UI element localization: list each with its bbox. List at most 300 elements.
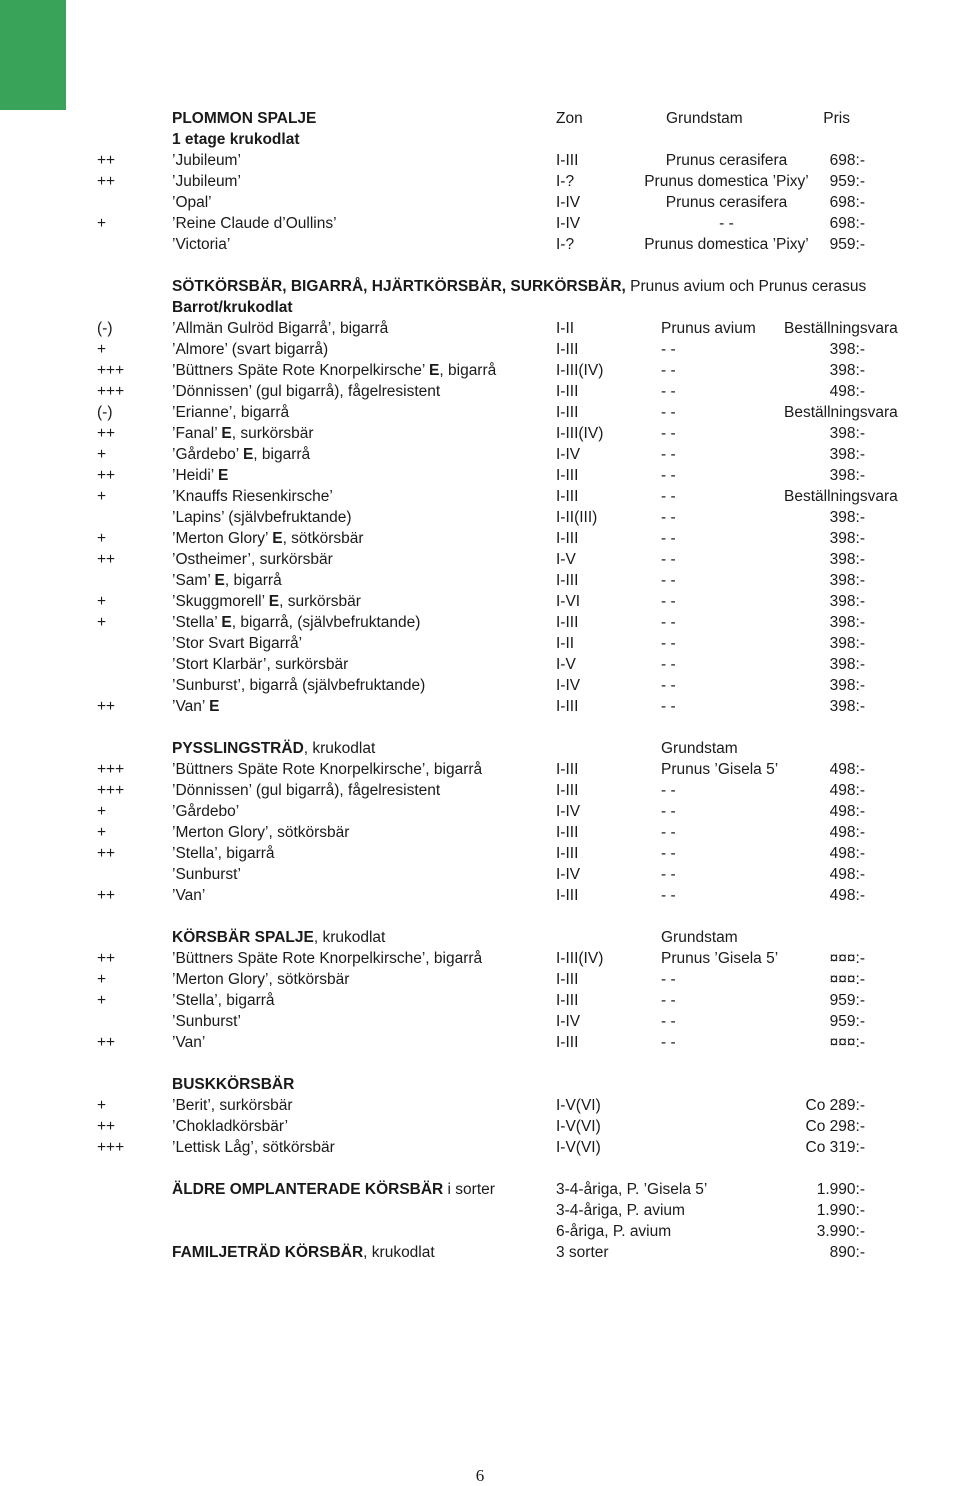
- variety-name-text: ’Stella’, bigarrå: [172, 992, 275, 1009]
- table-row: [0, 402, 960, 423]
- variety-name: [172, 780, 440, 801]
- column-rootstock: Grundstam: [666, 110, 743, 127]
- variety-name-suffix: , bigarrå: [439, 362, 497, 379]
- zone: I-III: [556, 152, 579, 169]
- e-mark: E: [268, 593, 280, 610]
- price: 959:-: [829, 173, 865, 190]
- variety-name-text: ’Merton Glory’, sötkörsbär: [172, 824, 350, 841]
- zone: I-V(VI): [556, 1118, 601, 1135]
- hardiness-mark: ++: [97, 887, 116, 904]
- variety-name: [172, 822, 349, 843]
- variety-name: [172, 423, 314, 444]
- price: 398:-: [829, 656, 865, 673]
- zone: I-III: [556, 341, 579, 358]
- hardiness-mark: +++: [97, 362, 125, 379]
- korsbar-spalje-header: [0, 927, 960, 948]
- price: 1.990:-: [816, 1181, 865, 1198]
- aldre-row-2: [0, 1200, 960, 1221]
- variety-count: 3 sorter: [556, 1244, 609, 1261]
- zone: I-IV: [556, 446, 581, 463]
- rootstock: - -: [719, 215, 734, 232]
- variety-name-text: ’Fanal’: [172, 425, 218, 442]
- variety-name-text: ’Gårdebo’: [172, 446, 239, 463]
- variety-name-text: ’Dönnissen’ (gul bigarrå), fågelresistent: [172, 383, 441, 400]
- variety-name-suffix: , bigarrå: [224, 572, 282, 589]
- age-rootstock: 3-4-åriga, P. avium: [556, 1202, 685, 1219]
- spacer: [0, 906, 960, 927]
- zone: I-III: [556, 887, 579, 904]
- e-mark: E: [221, 425, 232, 442]
- variety-name: [172, 633, 302, 654]
- variety-name-text: ’Van’: [172, 1034, 206, 1051]
- spacer: [0, 717, 960, 738]
- hardiness-mark: +++: [97, 782, 125, 799]
- table-row: [0, 696, 960, 717]
- variety-name-text: ’Berit’, surkörsbär: [172, 1097, 293, 1114]
- zone: I-III: [556, 572, 579, 589]
- table-row: [0, 1116, 960, 1137]
- e-mark: E: [429, 362, 440, 379]
- column-rootstock: Grundstam: [661, 740, 738, 757]
- price: 398:-: [829, 635, 865, 652]
- variety-name: [172, 570, 282, 591]
- price: 398:-: [829, 677, 865, 694]
- zone: I-III(IV): [556, 362, 604, 379]
- table-row: [0, 801, 960, 822]
- price: 498:-: [829, 761, 865, 778]
- rootstock: - -: [661, 425, 676, 442]
- variety-name: [172, 465, 228, 486]
- price: 498:-: [829, 824, 865, 841]
- variety-name: ’Jubileum’: [172, 152, 241, 169]
- section-title-bold: SÖTKÖRSBÄR, BIGARRÅ, HJÄRTKÖRSBÄR, SURKÖRSBÄR,: [172, 278, 626, 295]
- table-row: [0, 822, 960, 843]
- table-row: [0, 171, 960, 192]
- price: 398:-: [829, 509, 865, 526]
- hardiness-mark: ++: [97, 698, 116, 715]
- hardiness-mark: ++: [97, 152, 116, 169]
- rootstock: - -: [661, 614, 676, 631]
- buskkorsbar-header: [0, 1074, 960, 1095]
- price: Co 289:-: [805, 1097, 865, 1114]
- variety-name-text: ’Knauffs Riesenkirsche’: [172, 488, 333, 505]
- zone: I-IV: [556, 866, 581, 883]
- section-title: BUSKKÖRSBÄR: [172, 1076, 295, 1093]
- aldre-row-3: [0, 1221, 960, 1242]
- table-row: [0, 1011, 960, 1032]
- variety-name-text: ’Merton Glory’: [172, 530, 268, 547]
- table-row: [0, 150, 960, 171]
- variety-name-text: ’Van’: [172, 887, 206, 904]
- rootstock: - -: [661, 488, 676, 505]
- rootstock: Prunus domestica ’Pixy’: [644, 173, 809, 190]
- korsbar-spalje-rows: [0, 948, 960, 1053]
- hardiness-mark: ++: [97, 1034, 116, 1051]
- variety-name: [172, 885, 205, 906]
- price: 498:-: [829, 782, 865, 799]
- hardiness-mark: ++: [97, 425, 116, 442]
- variety-name-text: ’Heidi’: [172, 467, 214, 484]
- section-title-bold: KÖRSBÄR SPALJE: [172, 929, 314, 946]
- sotkorsbar-rows: [0, 318, 960, 717]
- pysslingstrad-rows: [0, 759, 960, 906]
- price: 3.990:-: [816, 1223, 865, 1240]
- variety-name: [172, 360, 496, 381]
- plommon-rows: [0, 150, 960, 255]
- zone: I-?: [556, 236, 575, 253]
- table-row: [0, 444, 960, 465]
- rootstock: Prunus ’Gisela 5’: [661, 950, 779, 967]
- variety-name-text: ’Ostheimer’, surkörsbär: [172, 551, 333, 568]
- price: ¤¤¤:-: [829, 971, 865, 988]
- variety-name-suffix: , bigarrå, (självbefruktande): [231, 614, 421, 631]
- section-title: [172, 1179, 495, 1200]
- zone: I-V(VI): [556, 1097, 601, 1114]
- price: 398:-: [829, 425, 865, 442]
- column-rootstock: Grundstam: [661, 929, 738, 946]
- variety-name: [172, 1095, 293, 1116]
- zone: I-II: [556, 635, 575, 652]
- variety-name-text: ’Sunburst’, bigarrå (självbefruktande): [172, 677, 426, 694]
- section-title-extra: , krukodlat: [303, 740, 376, 757]
- price: 398:-: [829, 362, 865, 379]
- price: 698:-: [829, 194, 865, 211]
- price: 398:-: [829, 572, 865, 589]
- zone: I-III: [556, 971, 579, 988]
- variety-name: [172, 444, 310, 465]
- zone: I-III: [556, 992, 579, 1009]
- rootstock: - -: [661, 824, 676, 841]
- table-row: [0, 591, 960, 612]
- table-row: [0, 612, 960, 633]
- rootstock: - -: [661, 635, 676, 652]
- price: 498:-: [829, 803, 865, 820]
- zone: I-IV: [556, 1013, 581, 1030]
- rootstock: Prunus domestica ’Pixy’: [644, 236, 809, 253]
- price: 398:-: [829, 341, 865, 358]
- hardiness-mark: +: [97, 1097, 107, 1114]
- table-row: [0, 780, 960, 801]
- variety-name: ’Reine Claude d’Oullins’: [172, 215, 337, 232]
- section-title-bold: PYSSLINGSTRÄD: [172, 740, 304, 757]
- rootstock: - -: [661, 866, 676, 883]
- variety-name: [172, 381, 440, 402]
- variety-name: [172, 969, 349, 990]
- variety-name-text: ’Gårdebo’: [172, 803, 240, 820]
- table-row: [0, 948, 960, 969]
- variety-name-text: ’Chokladkörsbär’: [172, 1118, 289, 1135]
- variety-name: [172, 339, 328, 360]
- hardiness-mark: +: [97, 971, 107, 988]
- table-row: [0, 990, 960, 1011]
- hardiness-mark: +: [97, 803, 107, 820]
- page-number: 6: [475, 1466, 485, 1485]
- price: 698:-: [829, 152, 865, 169]
- zone: I-III: [556, 761, 579, 778]
- variety-name: [172, 591, 361, 612]
- hardiness-mark: ++: [97, 551, 116, 568]
- table-row: [0, 759, 960, 780]
- price: Co 298:-: [805, 1118, 865, 1135]
- rootstock: - -: [661, 509, 676, 526]
- zone: I-V: [556, 656, 576, 673]
- rootstock: - -: [661, 803, 676, 820]
- zone: I-V: [556, 551, 576, 568]
- hardiness-mark: ++: [97, 1118, 116, 1135]
- aldre-row-1: [0, 1179, 960, 1200]
- price: 959:-: [829, 236, 865, 253]
- table-row: [0, 969, 960, 990]
- variety-name: ’Opal’: [172, 194, 212, 211]
- price: ¤¤¤:-: [829, 1034, 865, 1051]
- variety-name: [172, 990, 275, 1011]
- variety-name-text: ’Stor Svart Bigarrå’: [172, 635, 303, 652]
- hardiness-mark: +++: [97, 1139, 125, 1156]
- rootstock: - -: [661, 404, 676, 421]
- variety-name: ’Victoria’: [172, 236, 231, 253]
- variety-name: [172, 1137, 335, 1158]
- zone: I-III: [556, 530, 579, 547]
- buskkorsbar-rows: [0, 1095, 960, 1158]
- zone: I-IV: [556, 194, 581, 211]
- variety-name: [172, 402, 289, 423]
- e-mark: E: [214, 572, 225, 589]
- section-title-extra: , krukodlat: [313, 929, 386, 946]
- variety-name-text: ’Stella’, bigarrå: [172, 845, 275, 862]
- zone: I-IV: [556, 803, 581, 820]
- variety-name-suffix: , sötkörsbär: [282, 530, 364, 547]
- spacer: [0, 1053, 960, 1074]
- section-title-extra: i sorter: [443, 1181, 495, 1198]
- rootstock: - -: [661, 341, 676, 358]
- e-mark: E: [242, 446, 254, 463]
- price: Beställningsvara: [784, 488, 898, 505]
- variety-name-text: ’Lettisk Låg’, sötkörsbär: [172, 1139, 335, 1156]
- price: 498:-: [829, 887, 865, 904]
- spacer: [0, 255, 960, 276]
- spacer: [0, 1158, 960, 1179]
- column-price: Pris: [823, 110, 850, 127]
- variety-name: [172, 675, 425, 696]
- variety-name-text: ’Merton Glory’, sötkörsbär: [172, 971, 350, 988]
- price: 398:-: [829, 551, 865, 568]
- rootstock: - -: [661, 845, 676, 862]
- variety-name-text: ’Sunburst’: [172, 1013, 241, 1030]
- zone: I-III: [556, 467, 579, 484]
- zone: I-III: [556, 698, 579, 715]
- hardiness-mark: +: [97, 488, 107, 505]
- table-row: [0, 675, 960, 696]
- rootstock: Prunus avium: [661, 320, 756, 337]
- table-row: [0, 633, 960, 654]
- price: 398:-: [829, 614, 865, 631]
- table-row: [0, 864, 960, 885]
- rootstock: - -: [661, 446, 676, 463]
- rootstock: - -: [661, 677, 676, 694]
- table-row: [0, 381, 960, 402]
- variety-name: [172, 528, 364, 549]
- zone: I-III: [556, 488, 579, 505]
- variety-name-text: ’Sam’: [172, 572, 211, 589]
- variety-name-text: ’Stella’: [172, 614, 218, 631]
- section-title-bold: ÄLDRE OMPLANTERADE KÖRSBÄR: [172, 1181, 444, 1198]
- rootstock: - -: [661, 887, 676, 904]
- table-row: [0, 528, 960, 549]
- variety-name: [172, 486, 333, 507]
- table-row: [0, 423, 960, 444]
- pysslingstrad-header: [0, 738, 960, 759]
- zone: I-IV: [556, 215, 581, 232]
- variety-name: [172, 1011, 241, 1032]
- e-mark: E: [209, 698, 220, 715]
- variety-name-text: ’Almore’ (svart bigarrå): [172, 341, 329, 358]
- column-zone: Zon: [556, 110, 583, 127]
- rootstock: - -: [661, 1013, 676, 1030]
- variety-name: [172, 948, 482, 969]
- rootstock: - -: [661, 971, 676, 988]
- zone: I-III: [556, 404, 579, 421]
- price: 398:-: [829, 446, 865, 463]
- zone: I-III: [556, 1034, 579, 1051]
- price: Co 319:-: [805, 1139, 865, 1156]
- variety-name-text: ’Skuggmorell’: [172, 593, 265, 610]
- plommon-header: [0, 108, 960, 129]
- variety-name: [172, 507, 352, 528]
- table-row: [0, 318, 960, 339]
- hardiness-mark: +++: [97, 761, 125, 778]
- price: 959:-: [829, 1013, 865, 1030]
- sotkorsbar-subtitle-row: [0, 297, 960, 318]
- price: 498:-: [829, 383, 865, 400]
- section-color-tab: [0, 0, 66, 110]
- variety-name: ’Jubileum’: [172, 173, 241, 190]
- rootstock: - -: [661, 656, 676, 673]
- hardiness-mark: ++: [97, 173, 116, 190]
- table-row: [0, 549, 960, 570]
- variety-name-text: ’Büttners Späte Rote Knorpelkirsche’: [172, 362, 425, 379]
- variety-name: [172, 696, 219, 717]
- rootstock: - -: [661, 383, 676, 400]
- table-row: [0, 234, 960, 255]
- price: 890:-: [829, 1244, 865, 1261]
- rootstock: Prunus cerasifera: [665, 194, 788, 211]
- variety-name-text: ’Büttners Späte Rote Knorpelkirsche’, bigarrå: [172, 950, 483, 967]
- e-mark: E: [221, 614, 232, 631]
- zone: I-III: [556, 824, 579, 841]
- table-row: [0, 192, 960, 213]
- zone: I-III(IV): [556, 950, 604, 967]
- price: Beställningsvara: [784, 404, 898, 421]
- zone: I-II: [556, 320, 575, 337]
- zone: I-?: [556, 173, 575, 190]
- age-rootstock: 6-åriga, P. avium: [556, 1223, 672, 1240]
- price: 398:-: [829, 530, 865, 547]
- table-row: [0, 1032, 960, 1053]
- hardiness-mark: ++: [97, 845, 116, 862]
- variety-name-text: ’Allmän Gulröd Bigarrå’, bigarrå: [172, 320, 389, 337]
- price: 1.990:-: [816, 1202, 865, 1219]
- rootstock: - -: [661, 1034, 676, 1051]
- e-mark: E: [217, 467, 229, 484]
- hardiness-mark: +: [97, 593, 107, 610]
- rootstock: - -: [661, 467, 676, 484]
- rootstock: - -: [661, 551, 676, 568]
- table-row: [0, 885, 960, 906]
- variety-name-text: ’Lapins’ (självbefruktande): [172, 509, 352, 526]
- section-title: [172, 738, 375, 759]
- section-title: [172, 1242, 435, 1263]
- table-row: [0, 339, 960, 360]
- variety-name-suffix: , bigarrå: [253, 446, 311, 463]
- variety-name: [172, 843, 275, 864]
- table-row: [0, 843, 960, 864]
- variety-name: [172, 318, 388, 339]
- table-row: [0, 654, 960, 675]
- section-title-bold: FAMILJETRÄD KÖRSBÄR: [172, 1244, 364, 1261]
- variety-name-suffix: , surkörsbär: [231, 425, 314, 442]
- zone: I-V(VI): [556, 1139, 601, 1156]
- price: ¤¤¤:-: [829, 950, 865, 967]
- price: 959:-: [829, 992, 865, 1009]
- zone: I-III: [556, 614, 579, 631]
- price: 698:-: [829, 215, 865, 232]
- price: 398:-: [829, 698, 865, 715]
- hardiness-mark: +: [97, 341, 107, 358]
- section-title: [172, 927, 385, 948]
- price-list: [0, 108, 960, 1263]
- section-title: PLOMMON SPALJE: [172, 110, 317, 127]
- rootstock: - -: [661, 992, 676, 1009]
- table-row: [0, 360, 960, 381]
- section-title: [172, 276, 866, 297]
- price: Beställningsvara: [784, 320, 898, 337]
- variety-name-suffix: , surkörsbär: [279, 593, 361, 610]
- variety-name-text: ’Van’: [172, 698, 205, 715]
- zone: I-III: [556, 383, 579, 400]
- variety-name: [172, 1116, 288, 1137]
- table-row: [0, 465, 960, 486]
- hardiness-mark: +: [97, 824, 107, 841]
- zone: I-VI: [556, 593, 581, 610]
- section-title-extra: , krukodlat: [363, 1244, 435, 1261]
- variety-name-text: ’Erianne’, bigarrå: [172, 404, 290, 421]
- hardiness-mark: +: [97, 215, 107, 232]
- variety-name-text: ’Sunburst’: [172, 866, 241, 883]
- sotkorsbar-header: [0, 276, 960, 297]
- variety-name: [172, 801, 239, 822]
- hardiness-mark: ++: [97, 467, 116, 484]
- age-rootstock: 3-4-åriga, P. ’Gisela 5’: [556, 1181, 708, 1198]
- table-row: [0, 486, 960, 507]
- zone: I-III(IV): [556, 425, 604, 442]
- variety-name-text: ’Büttners Späte Rote Knorpelkirsche’, bigarrå: [172, 761, 483, 778]
- section-subtitle: Barrot/krukodlat: [172, 299, 293, 316]
- plommon-subtitle-row: [0, 129, 960, 150]
- variety-name-text: ’Stort Klarbär’, surkörsbär: [172, 656, 349, 673]
- rootstock: Prunus cerasifera: [665, 152, 788, 169]
- familjetrad-row: [0, 1242, 960, 1263]
- rootstock: - -: [661, 782, 676, 799]
- section-subtitle: 1 etage krukodlat: [172, 131, 300, 148]
- hardiness-mark: (-): [97, 320, 113, 337]
- hardiness-mark: +: [97, 614, 107, 631]
- hardiness-mark: +: [97, 446, 107, 463]
- e-mark: E: [272, 530, 283, 547]
- rootstock: Prunus ’Gisela 5’: [661, 761, 779, 778]
- zone: I-IV: [556, 677, 581, 694]
- hardiness-mark: (-): [97, 404, 113, 421]
- hardiness-mark: +: [97, 992, 107, 1009]
